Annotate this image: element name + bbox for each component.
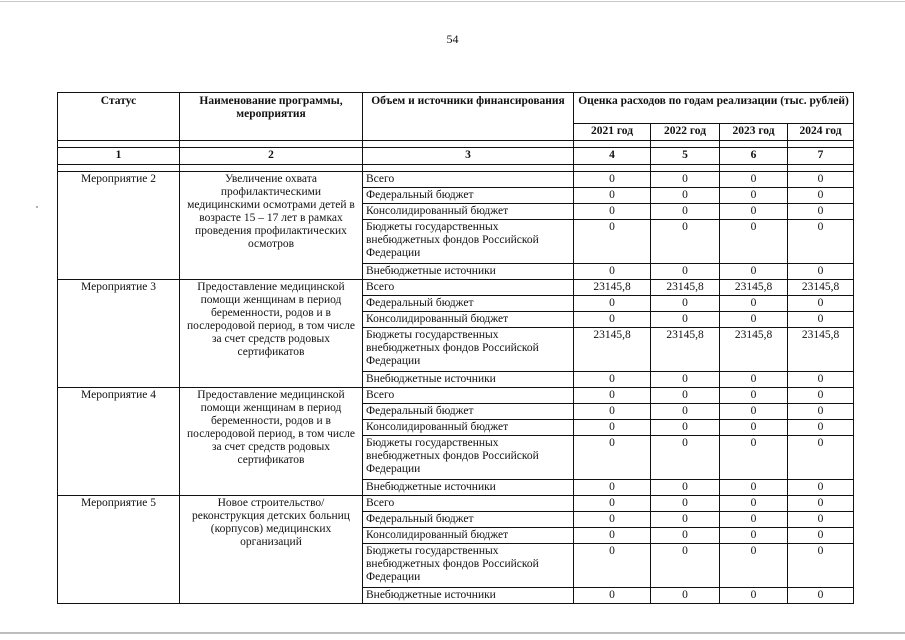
value-cell: 0 xyxy=(651,512,720,528)
funding-source: Консолидированный бюджет xyxy=(363,312,574,328)
measure-status: Мероприятие 2 xyxy=(58,172,180,280)
value-cell: 0 xyxy=(651,480,720,496)
funding-source: Консолидированный бюджет xyxy=(363,528,574,544)
value-cell: 0 xyxy=(720,528,788,544)
value-cell: 0 xyxy=(574,544,651,588)
value-cell: 0 xyxy=(788,264,854,280)
measure-name: Увеличение охвата профилактическими медицинскими осмотрами детей в возрасте 15 – 17 лет в рамках проведения профилактических осмотров xyxy=(180,172,363,280)
value-cell: 0 xyxy=(574,204,651,220)
funding-source: Внебюджетные источники xyxy=(363,480,574,496)
budget-table xyxy=(57,92,854,604)
column-number-row xyxy=(58,148,854,165)
table-row xyxy=(58,280,854,296)
funding-source: Бюджеты государственных внебюджетных фондов Российской Федерации xyxy=(363,328,574,372)
value-cell: 0 xyxy=(574,436,651,480)
value-cell: 0 xyxy=(720,436,788,480)
value-cell: 0 xyxy=(651,588,720,604)
funding-source: Федеральный бюджет xyxy=(363,512,574,528)
value-cell: 0 xyxy=(651,420,720,436)
value-cell: 0 xyxy=(720,404,788,420)
header-year: 2021 год xyxy=(574,124,651,141)
value-cell: 0 xyxy=(574,188,651,204)
value-cell: 0 xyxy=(574,296,651,312)
value-cell: 0 xyxy=(720,220,788,264)
header-gap-row xyxy=(58,165,854,172)
value-cell: 0 xyxy=(651,296,720,312)
funding-source: Бюджеты государственных внебюджетных фондов Российской Федерации xyxy=(363,436,574,480)
value-cell: 23145,8 xyxy=(720,328,788,372)
value-cell: 0 xyxy=(574,388,651,404)
value-cell: 23145,8 xyxy=(574,280,651,296)
column-number: 2 xyxy=(180,148,363,165)
header-name: Наименование программы, мероприятия xyxy=(180,93,363,141)
value-cell: 0 xyxy=(720,496,788,512)
value-cell: 0 xyxy=(788,496,854,512)
column-number: 4 xyxy=(574,148,651,165)
value-cell: 0 xyxy=(574,172,651,188)
measure-status: Мероприятие 5 xyxy=(58,496,180,604)
value-cell: 23145,8 xyxy=(651,328,720,372)
measure-name: Предоставление медицинской помощи женщинам в период беременности, родов и в послеродовой период, в том числе за счет средств родовых сертификатов xyxy=(180,388,363,496)
header-gap-row xyxy=(58,141,854,148)
value-cell: 0 xyxy=(788,172,854,188)
value-cell: 0 xyxy=(574,312,651,328)
measure-status: Мероприятие 4 xyxy=(58,388,180,496)
value-cell: 0 xyxy=(720,172,788,188)
funding-source: Консолидированный бюджет xyxy=(363,204,574,220)
scan-edge-bottom xyxy=(0,632,905,634)
value-cell: 0 xyxy=(720,480,788,496)
value-cell: 0 xyxy=(651,264,720,280)
value-cell: 0 xyxy=(720,372,788,388)
value-cell: 0 xyxy=(720,204,788,220)
value-cell: 0 xyxy=(651,172,720,188)
value-cell: 0 xyxy=(788,528,854,544)
column-number: 3 xyxy=(363,148,574,165)
column-number: 5 xyxy=(651,148,720,165)
table-row xyxy=(58,172,854,188)
funding-source: Всего xyxy=(363,496,574,512)
funding-source: Всего xyxy=(363,388,574,404)
funding-source: Консолидированный бюджет xyxy=(363,420,574,436)
value-cell: 0 xyxy=(651,372,720,388)
value-cell: 0 xyxy=(574,588,651,604)
header-year: 2023 год xyxy=(720,124,788,141)
value-cell: 0 xyxy=(788,296,854,312)
value-cell: 0 xyxy=(788,404,854,420)
value-cell: 0 xyxy=(720,544,788,588)
value-cell: 0 xyxy=(574,528,651,544)
table-row xyxy=(58,496,854,512)
funding-source: Федеральный бюджет xyxy=(363,296,574,312)
value-cell: 0 xyxy=(788,512,854,528)
value-cell: 0 xyxy=(574,496,651,512)
value-cell: 0 xyxy=(651,204,720,220)
header-funding: Объем и источники финансирования xyxy=(363,93,574,141)
table-row xyxy=(58,388,854,404)
value-cell: 0 xyxy=(651,220,720,264)
value-cell: 0 xyxy=(651,436,720,480)
scan-speck xyxy=(36,206,38,208)
column-number: 6 xyxy=(720,148,788,165)
page-number: 54 xyxy=(446,32,459,46)
value-cell: 0 xyxy=(788,436,854,480)
value-cell: 0 xyxy=(574,404,651,420)
value-cell: 0 xyxy=(788,372,854,388)
value-cell: 0 xyxy=(574,480,651,496)
value-cell: 23145,8 xyxy=(720,280,788,296)
header-status: Статус xyxy=(58,93,180,141)
value-cell: 0 xyxy=(720,388,788,404)
value-cell: 0 xyxy=(574,512,651,528)
value-cell: 0 xyxy=(788,312,854,328)
funding-source: Федеральный бюджет xyxy=(363,188,574,204)
funding-source: Всего xyxy=(363,172,574,188)
value-cell: 23145,8 xyxy=(651,280,720,296)
funding-source: Внебюджетные источники xyxy=(363,588,574,604)
value-cell: 0 xyxy=(651,188,720,204)
header-year: 2022 год xyxy=(651,124,720,141)
value-cell: 0 xyxy=(651,528,720,544)
funding-source: Внебюджетные источники xyxy=(363,372,574,388)
value-cell: 0 xyxy=(720,188,788,204)
value-cell: 23145,8 xyxy=(574,328,651,372)
value-cell: 0 xyxy=(720,512,788,528)
value-cell: 0 xyxy=(788,544,854,588)
value-cell: 0 xyxy=(651,404,720,420)
value-cell: 0 xyxy=(788,204,854,220)
value-cell: 0 xyxy=(651,388,720,404)
value-cell: 0 xyxy=(788,388,854,404)
column-number: 1 xyxy=(58,148,180,165)
value-cell: 0 xyxy=(788,588,854,604)
funding-source: Внебюджетные источники xyxy=(363,264,574,280)
funding-source: Федеральный бюджет xyxy=(363,404,574,420)
value-cell: 0 xyxy=(788,220,854,264)
measure-name: Предоставление медицинской помощи женщинам в период беременности, родов и в послеродовой период, в том числе за счет средств родовых сертификатов xyxy=(180,280,363,388)
value-cell: 0 xyxy=(574,220,651,264)
column-number: 7 xyxy=(788,148,854,165)
value-cell: 23145,8 xyxy=(788,328,854,372)
value-cell: 0 xyxy=(788,480,854,496)
funding-source: Всего xyxy=(363,280,574,296)
funding-source: Бюджеты государственных внебюджетных фондов Российской Федерации xyxy=(363,544,574,588)
value-cell: 0 xyxy=(574,264,651,280)
value-cell: 0 xyxy=(720,588,788,604)
value-cell: 0 xyxy=(720,264,788,280)
header-estimate: Оценка расходов по годам реализации (тыс. рублей) xyxy=(574,93,854,124)
scan-edge-top xyxy=(0,1,905,2)
measure-name: Новое строительство/реконструкция детских больниц (корпусов) медицинских организаций xyxy=(180,496,363,604)
value-cell: 0 xyxy=(720,420,788,436)
header-year: 2024 год xyxy=(788,124,854,141)
value-cell: 0 xyxy=(720,296,788,312)
value-cell: 0 xyxy=(574,372,651,388)
value-cell: 0 xyxy=(651,312,720,328)
measure-status: Мероприятие 3 xyxy=(58,280,180,388)
value-cell: 23145,8 xyxy=(788,280,854,296)
value-cell: 0 xyxy=(574,420,651,436)
funding-source: Бюджеты государственных внебюджетных фондов Российской Федерации xyxy=(363,220,574,264)
value-cell: 0 xyxy=(788,420,854,436)
value-cell: 0 xyxy=(651,496,720,512)
value-cell: 0 xyxy=(720,312,788,328)
value-cell: 0 xyxy=(788,188,854,204)
value-cell: 0 xyxy=(651,544,720,588)
